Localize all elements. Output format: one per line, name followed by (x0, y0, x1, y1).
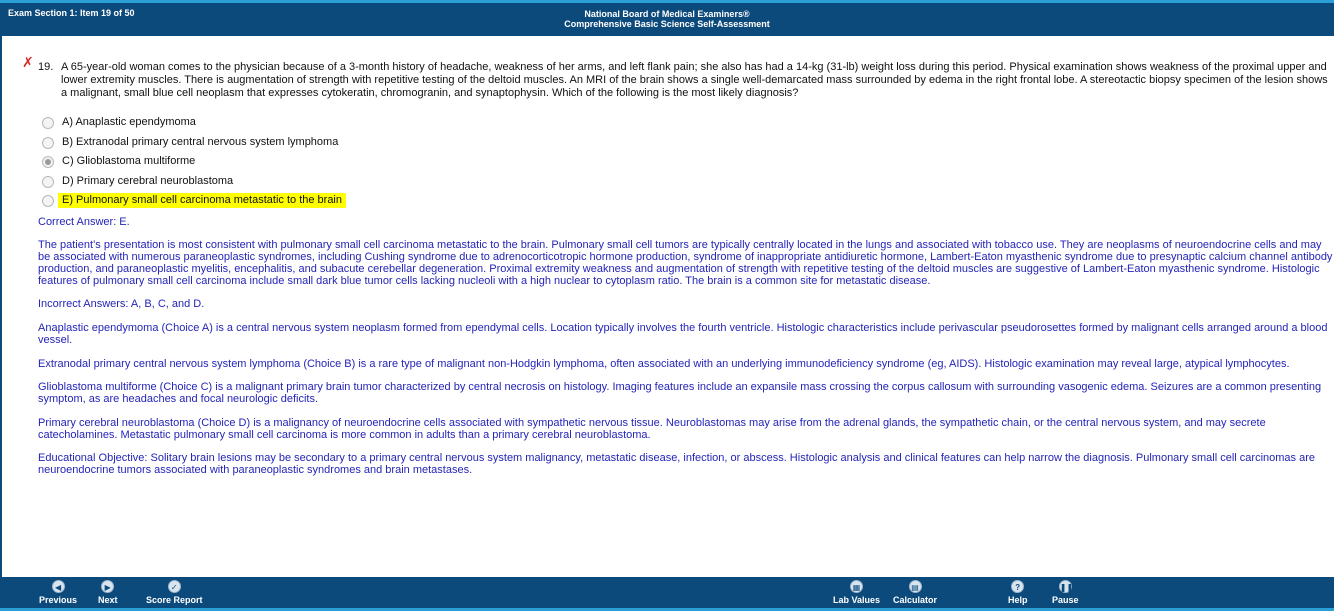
calculator-button[interactable] (893, 580, 937, 605)
choice-a-label: A) Anaplastic ependymoma (62, 116, 196, 128)
score-report-label: Score Report (146, 595, 203, 605)
pause-icon: ❚❚ (1059, 580, 1072, 593)
question-number: 19. (38, 61, 54, 73)
pause-label: Pause (1052, 595, 1079, 605)
question-text: A 65-year-old woman comes to the physician because of a 3-month history of headache, weakness of her arms, and left flank pain; she also has had a 14-kg (31-lb) weight loss during this period. Physical examination shows weakness of the proximal upper and lower extremity muscles. There is augmentation of strength with repetitive testing of the deltoid muscles. An MRI of the brain shows a single well-demarcated mass surrounded by edema in the right frontal lobe. A stereotactic biopsy specimen of the lesion shows a malignant, small blue cell neoplasm that expresses cytokeratin, chromogranin, and synaptophysin. Which of the following is the most likely diagnosis? (61, 61, 1328, 99)
help-icon: ? (1011, 580, 1024, 593)
previous-label: Previous (39, 595, 78, 605)
choice-c-radio[interactable] (42, 156, 54, 168)
choice-e-label: E) Pulmonary small cell carcinoma metastatic to the brain (58, 193, 346, 208)
calculator-icon: ▤ (909, 580, 922, 593)
explanation-choice-d: Primary cerebral neuroblastoma (Choice D) is a malignancy of neuroendocrine cells associated with sympathetic nervous tissue. Neuroblastomas may arise from the adrenal glands, the sympathetic chain, or the central nervous system, and may secrete catecholamines. Metastatic pulmonary small cell carcinoma is more common in adults than a primary cerebral neuroblastoma. (38, 417, 1266, 441)
checkmark-icon: ✓ (168, 580, 181, 593)
calculator-label: Calculator (893, 595, 938, 605)
next-arrow-icon: ▶ (101, 580, 114, 593)
explanation-choice-b: Extranodal primary central nervous system lymphoma (Choice B) is a rare type of malignant non-Hodgkin lymphoma, often associated with an underlying immunodeficiency syndrome (eg, AIDS). Histologic examination may reveal large, atypical lymphocytes. (38, 358, 1290, 370)
lab-values-label: Lab Values (833, 595, 881, 605)
header-bar (0, 0, 1334, 36)
choice-b-radio[interactable] (42, 137, 54, 149)
previous-button[interactable] (39, 580, 77, 605)
section-indicator: Exam Section 1: Item 19 of 50 (8, 8, 135, 18)
choice-b-label: B) Extranodal primary central nervous system lymphoma (62, 136, 339, 148)
educational-objective: Educational Objective: Solitary brain lesions may be secondary to a primary central nervous system malignancy, metastatic disease, infection, or abscess. Histologic analysis and clinical features can help narrow the diagnosis. Pulmonary small cell carcinomas are neuroendocrine tumors associated with paraneoplastic syndromes and brain metastases. (38, 452, 1315, 476)
choice-e-radio[interactable] (42, 195, 54, 207)
correct-answer: Correct Answer: E. (38, 216, 130, 228)
exam-title-line2: Comprehensive Basic Science Self-Assessment (564, 19, 770, 29)
footer-toolbar (0, 577, 1334, 611)
next-label: Next (98, 595, 118, 605)
explanation-choice-a: Anaplastic ependymoma (Choice A) is a central nervous system neoplasm formed from ependymal cells. Location typically involves the fourth ventricle. Histologic characteristics include perivascular pseudorosettes formed by malignant cells arranged around a blood vessel. (38, 322, 1328, 346)
incorrect-answers: Incorrect Answers: A, B, C, and D. (38, 298, 205, 310)
question-panel (0, 36, 1334, 577)
explanation-main: The patient’s presentation is most consistent with pulmonary small cell carcinoma metastatic to the brain. Pulmonary small cell tumors are typically centrally located in the lungs and associated with tobacco use. They are neoplasms of neuroendocrine cells and may be associated with numerous paraneoplastic syndromes, including Cushing syndrome due to adrenocorticotropic hormone production, syndrome of inappropriate antidiuretic hormone, Lambert-Eaton myasthenic syndrome due to presynaptic calcium channel antibody production, and paraneoplastic myelitis, encephalitis, and subacute cerebellar degeneration. Proximal extremity weakness and augmentation of strength with repetitive testing of the deltoid muscles are suggestive of Lambert-Eaton myasthenic syndrome. Histologic features of pulmonary small cell carcinoma include small dark blue tumor cells lacking nucleoli with a high nuclear to cytoplasm ratio. The brain is a common site for metastatic disease. (38, 239, 1333, 287)
incorrect-mark-icon: ✗ (22, 54, 34, 70)
lab-values-button[interactable] (833, 580, 880, 605)
choice-c-label: C) Glioblastoma multiforme (62, 155, 196, 167)
help-label: Help (1008, 595, 1028, 605)
help-button[interactable] (1008, 580, 1028, 605)
choice-d-radio[interactable] (42, 176, 54, 188)
exam-title-line1: National Board of Medical Examiners® (584, 9, 750, 19)
next-button[interactable] (98, 580, 118, 605)
pause-button[interactable] (1052, 580, 1079, 605)
exam-title (0, 9, 1334, 29)
choice-d-label: D) Primary cerebral neuroblastoma (62, 175, 234, 187)
choice-a-radio[interactable] (42, 117, 54, 129)
score-report-button[interactable] (146, 580, 203, 605)
lab-values-icon: ▦ (850, 580, 863, 593)
explanation-choice-c: Glioblastoma multiforme (Choice C) is a malignant primary brain tumor characterized by central necrosis on histology. Imaging features include an expansile mass crossing the corpus callosum with surrounding vasogenic edema. Seizures are a common presenting symptom, as are headaches and focal neurologic deficits. (38, 381, 1322, 405)
previous-arrow-icon: ◀ (52, 580, 65, 593)
question-stem (38, 61, 1328, 100)
